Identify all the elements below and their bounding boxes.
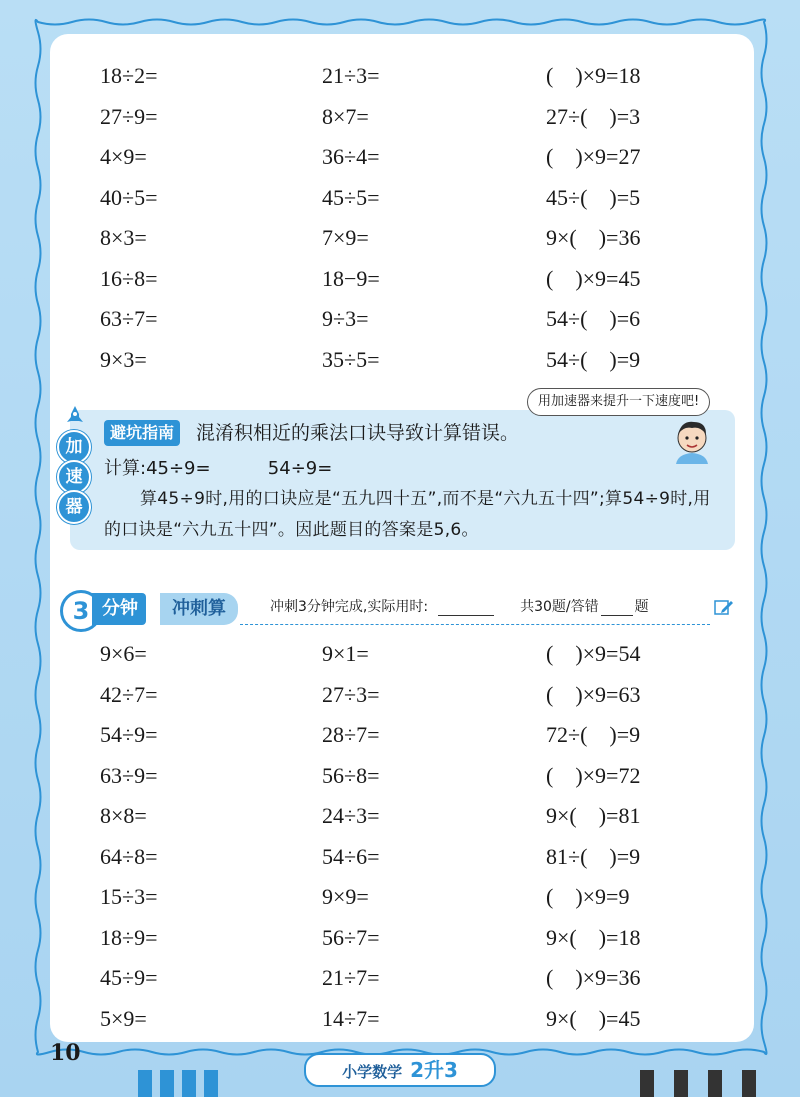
exercise-cell: 9×1= (322, 641, 369, 666)
exercise-cell: 8×7= (322, 103, 369, 129)
exercise-cell: 15÷3= (100, 884, 158, 909)
exercise-cell: 8×8= (100, 803, 147, 828)
info-total: 共30题/答错 (520, 599, 599, 615)
exercise-cell: 18÷2= (100, 63, 158, 88)
footer-title (304, 1053, 496, 1087)
exercise-cell: 9×6= (100, 641, 147, 666)
time-blank[interactable] (438, 615, 494, 616)
exercise-cell: 9×( )=36 (546, 225, 641, 250)
exercise-cell: 4×9= (100, 144, 147, 169)
exercise-cell: 9×( )=18 (546, 924, 641, 950)
exercise-cell: 54÷6= (322, 843, 380, 869)
tip-label: 避坑指南 (104, 420, 180, 446)
accel-char-3: 器 (57, 490, 91, 524)
exercise-cell: 27÷3= (322, 681, 380, 707)
exercise-cell: 9×9= (322, 884, 369, 909)
exercise-cell: 8×3= (100, 225, 147, 250)
exercise-cell: 9×( )=81 (546, 803, 641, 828)
exercise-cell: ( )×9=36 (546, 965, 641, 990)
exercise-cell: 54÷( )=9 (546, 346, 641, 372)
bottom-exercise-grid (100, 634, 700, 1039)
exercise-cell: ( )×9=9 (546, 884, 630, 909)
exercise-cell: 45÷5= (322, 184, 380, 210)
section-sprint-title: 冲刺算 (160, 593, 238, 625)
exercise-cell: 9×3= (100, 346, 147, 372)
boy-illustration (668, 416, 716, 464)
pencil-icon (714, 598, 734, 616)
tip-explanation: 算45÷9时,用的口诀应是“五九四十五”,而不是“六九五十四”;算54÷9时,用的口诀是“六九五十四”。因此题目的答案是5,6。 (104, 489, 711, 540)
speech-bubble: 用加速器来提升一下速度吧! (527, 388, 710, 416)
exercise-cell: 64÷8= (100, 843, 158, 869)
exercise-cell: 54÷9= (100, 722, 158, 747)
section-divider (240, 624, 710, 625)
exercise-cell: 35÷5= (322, 346, 380, 372)
exercise-cell: 28÷7= (322, 722, 380, 747)
exercise-cell: 63÷9= (100, 762, 158, 788)
exercise-cell: ( )×9=18 (546, 63, 641, 88)
info-prefix: 冲刺3分钟完成,实际用时: (270, 599, 429, 615)
footer-stripes-right (640, 1070, 760, 1097)
exercise-cell: 56÷8= (322, 762, 380, 788)
exercise-cell: 21÷7= (322, 965, 380, 990)
info-suffix: 题 (634, 599, 649, 615)
accel-char-2: 速 (57, 460, 91, 494)
exercise-cell: 21÷3= (322, 63, 380, 88)
section-minutes: 分钟 (92, 593, 146, 625)
footer-grade: 2升3 (410, 1058, 458, 1082)
exercise-cell: ( )×9=45 (546, 265, 641, 291)
exercise-cell: ( )×9=72 (546, 762, 641, 788)
exercise-cell: 72÷( )=9 (546, 722, 641, 747)
exercise-cell: ( )×9=27 (546, 144, 641, 169)
errors-blank[interactable] (601, 615, 633, 616)
exercise-cell: 54÷( )=6 (546, 306, 641, 331)
tip-calculation: 计算:45÷9= 54÷9= (104, 458, 333, 479)
exercise-cell: ( )×9=63 (546, 681, 641, 707)
tip-headline: 混淆积相近的乘法口诀导致计算错误。 (196, 422, 520, 444)
exercise-cell: 56÷7= (322, 924, 380, 950)
footer-subject: 小学数学 (342, 1063, 403, 1081)
exercise-cell: 9×( )=45 (546, 1005, 641, 1031)
exercise-cell: 42÷7= (100, 681, 158, 707)
exercise-cell: 36÷4= (322, 144, 380, 169)
section-number-badge: 3 (60, 590, 102, 632)
exercise-cell: 45÷( )=5 (546, 184, 641, 210)
exercise-cell: ( )×9=54 (546, 641, 641, 666)
exercise-cell: 7×9= (322, 225, 369, 250)
exercise-cell: 16÷8= (100, 265, 158, 291)
exercise-cell: 5×9= (100, 1005, 147, 1031)
accel-char-1: 加 (57, 430, 91, 464)
exercise-cell: 24÷3= (322, 803, 380, 828)
top-exercise-grid (100, 56, 700, 380)
exercise-cell: 45÷9= (100, 965, 158, 990)
section-info (270, 596, 649, 616)
footer-stripes-left (138, 1070, 228, 1097)
exercise-cell: 27÷9= (100, 103, 158, 129)
rocket-icon (65, 405, 85, 427)
page-number: 10 (50, 1040, 81, 1066)
exercise-cell: 63÷7= (100, 306, 158, 331)
exercise-cell: 27÷( )=3 (546, 103, 641, 129)
exercise-cell: 18÷9= (100, 924, 158, 950)
exercise-cell: 40÷5= (100, 184, 158, 210)
exercise-cell: 14÷7= (322, 1005, 380, 1031)
exercise-cell: 18−9= (322, 265, 380, 291)
exercise-cell: 9÷3= (322, 306, 369, 331)
exercise-cell: 81÷( )=9 (546, 843, 641, 869)
